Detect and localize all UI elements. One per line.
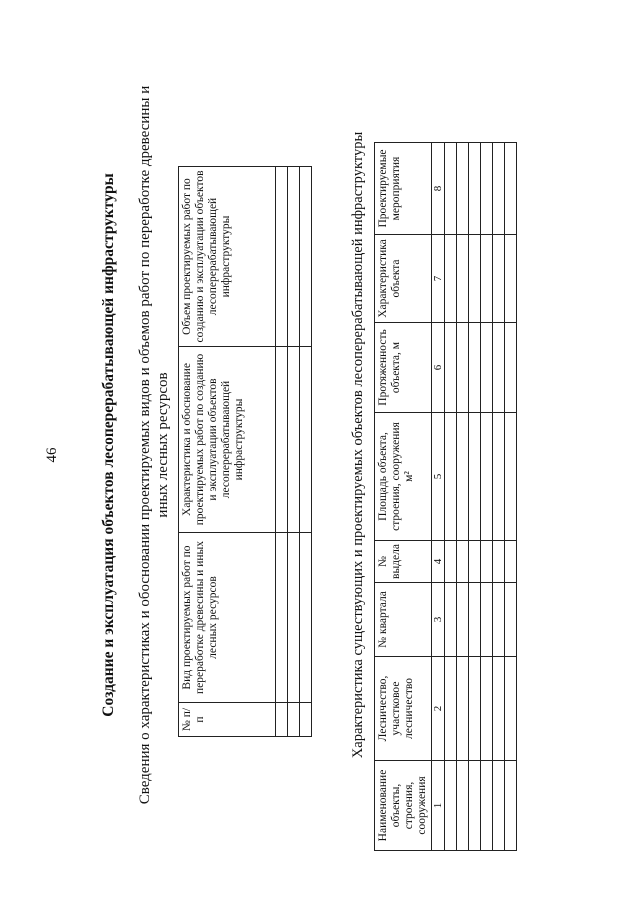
table2-header-allotment: № выдела	[375, 541, 432, 583]
column-number: 5	[432, 413, 445, 541]
table-cell	[276, 533, 288, 703]
table-row	[457, 143, 469, 851]
page-number: 46	[44, 447, 60, 463]
table1-heading: Сведения о характеристиках и обосновании проектируемых видов и объемов работ по переработке древесины и иных лесных ресурсов	[137, 85, 171, 805]
table-row	[445, 143, 457, 851]
table-cell	[300, 533, 312, 703]
table-cell	[288, 347, 300, 533]
table2-header-row	[375, 143, 432, 851]
table2-header-area: Площадь объекта, строения, сооружения м²	[375, 413, 432, 541]
table-cell	[276, 167, 288, 347]
table1-header-volume: Объем проектируемых работ по созданию и эксплуатации объектов лесоперерабатывающей инфраструктуры	[179, 167, 276, 347]
table-cell	[276, 347, 288, 533]
table1-header-justification: Характеристика и обоснование проектируемых работ по созданию и эксплуатации объектов лесоперерабатывающей инфраструктуры	[179, 347, 276, 533]
table1-header-row	[179, 167, 276, 737]
column-number: 8	[432, 143, 445, 235]
table1-header-type: Вид проектируемых работ по переработке древесины и иных лесных ресурсов	[179, 533, 276, 703]
section-heading: Создание и эксплуатация объектов лесоперерабатывающей инфраструктуры	[100, 173, 117, 717]
table-processing-works	[178, 166, 312, 737]
table1-header-num: № п/п	[179, 703, 276, 737]
column-number: 7	[432, 235, 445, 323]
table2-header-name: Наименование объекты, строения, сооружения	[375, 761, 432, 851]
table2-header-length: Протяженность объекта, м	[375, 323, 432, 413]
table-cell	[276, 703, 288, 737]
table2-header-quarter: № квартала	[375, 583, 432, 657]
table2-heading: Характеристика существующих и проектируемых объектов лесоперерабатывающей инфраструктуры	[350, 131, 366, 759]
table2-number-row	[432, 143, 445, 851]
table-cell	[288, 703, 300, 737]
table-row	[493, 143, 505, 851]
table-row	[276, 167, 288, 737]
table-row	[505, 143, 517, 851]
table-row	[288, 167, 300, 737]
table-row	[300, 167, 312, 737]
column-number: 3	[432, 583, 445, 657]
table-cell	[288, 533, 300, 703]
table2-header-forestry: Лесничество, участковое лесничество	[375, 657, 432, 761]
table-row	[469, 143, 481, 851]
table-row	[481, 143, 493, 851]
column-number: 1	[432, 761, 445, 851]
table-cell	[288, 167, 300, 347]
column-number: 4	[432, 541, 445, 583]
table-cell	[300, 167, 312, 347]
table2-header-characteristic: Характеристика объекта	[375, 235, 432, 323]
table-cell	[300, 347, 312, 533]
column-number: 2	[432, 657, 445, 761]
column-number: 6	[432, 323, 445, 413]
table-infrastructure-objects	[374, 142, 517, 851]
table2-header-measures: Проектируемые мероприятия	[375, 143, 432, 235]
table-cell	[300, 703, 312, 737]
